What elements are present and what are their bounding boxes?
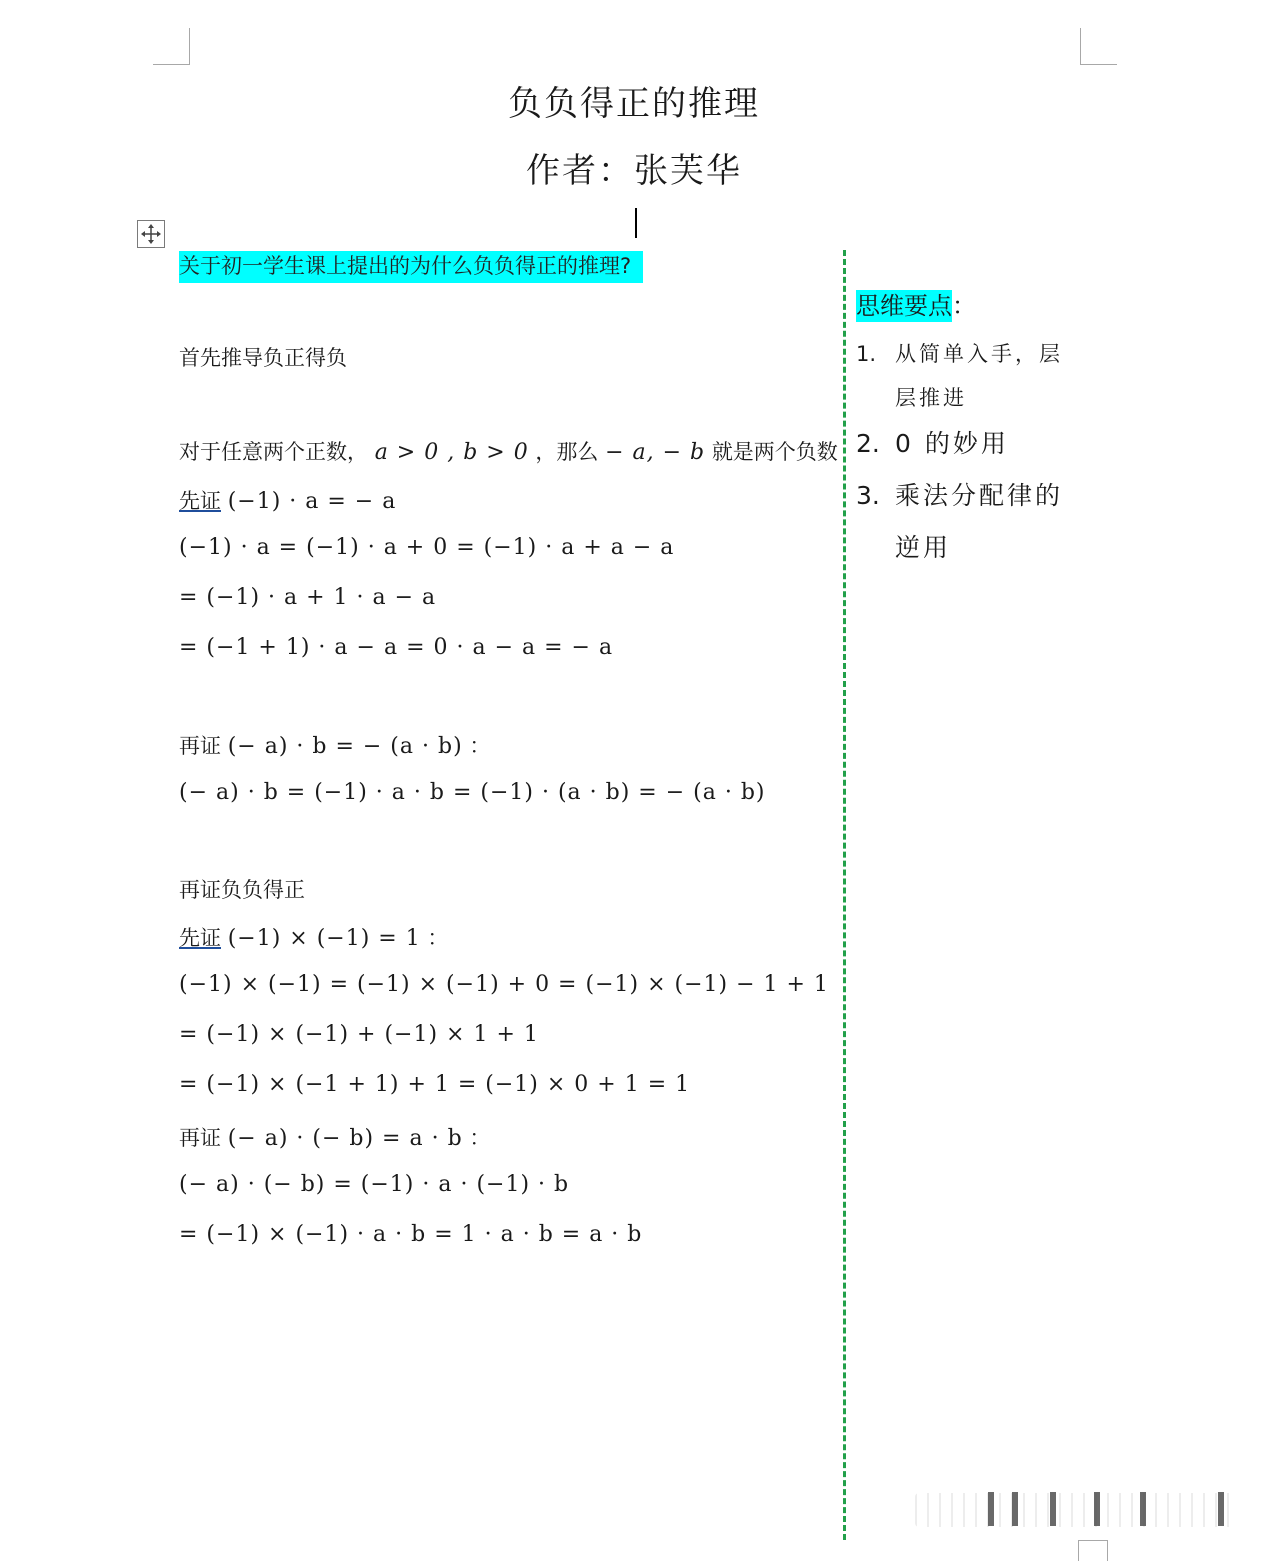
key-points-heading: 思维要点： [856, 292, 976, 320]
step-2a: (− a) · b = (−1) · a · b = (−1) · (a · b) = − (a · b) [179, 780, 766, 805]
toolbar-tick [1050, 1492, 1056, 1526]
section-heading-2: 再证负负得正 [179, 878, 305, 902]
step-3c: = (−1) × (−1 + 1) + 1 = (−1) × 0 + 1 = 1 [179, 1072, 691, 1097]
page-corner-bottom [1078, 1540, 1108, 1561]
text-cursor [635, 208, 637, 238]
page-corner-top-right [1080, 28, 1117, 65]
step-4a: (− a) · (− b) = (−1) · a · (−1) · b [179, 1172, 570, 1197]
page-corner-top-left [153, 28, 190, 65]
step-4b: = (−1) × (−1) · a · b = 1 · a · b = a · b [179, 1222, 643, 1247]
move-arrows-icon [140, 223, 162, 245]
column-divider [843, 250, 846, 1540]
toolbar-tick [1218, 1492, 1224, 1526]
step-3a: (−1) × (−1) = (−1) × (−1) + 0 = (−1) × (−1) − 1 + 1 [179, 972, 829, 997]
step-1c: = (−1 + 1) · a − a = 0 · a − a = − a [179, 635, 614, 660]
prove1-line: 先证 (−1) · a = − a [179, 489, 397, 514]
intro-question: 关于初一学生课上提出的为什么负负得正的推理? [179, 250, 643, 280]
prove3-line: 先证 (−1) × (−1) = 1 ： [179, 926, 449, 951]
section-heading-1: 首先推导负正得负 [179, 346, 347, 370]
step-1b: = (−1) · a + 1 · a − a [179, 585, 437, 610]
document-title[interactable]: 负负得正的推理 [508, 84, 760, 124]
toolbar-tick [1012, 1492, 1018, 1526]
toolbar-tick [1140, 1492, 1146, 1526]
step-1a: (−1) · a = (−1) · a + 0 = (−1) · a + a − a [179, 535, 675, 560]
step-3b: = (−1) × (−1) + (−1) × 1 + 1 [179, 1022, 539, 1047]
blurred-toolbar [915, 1493, 1235, 1527]
toolbar-tick [1094, 1492, 1100, 1526]
prove2-line: 再证 (− a) · b = − (a · b) ： [179, 734, 491, 759]
document-author[interactable]: 作者：张芙华 [526, 151, 742, 191]
given-line: 对于任意两个正数， a > 0 , b > 0 ，那么 − a, − b 就是两个负数 [179, 440, 838, 465]
prove4-line: 再证 (− a) · (− b) = a · b ： [179, 1126, 491, 1151]
toolbar-tick [988, 1492, 994, 1526]
table-move-handle[interactable] [137, 220, 165, 248]
